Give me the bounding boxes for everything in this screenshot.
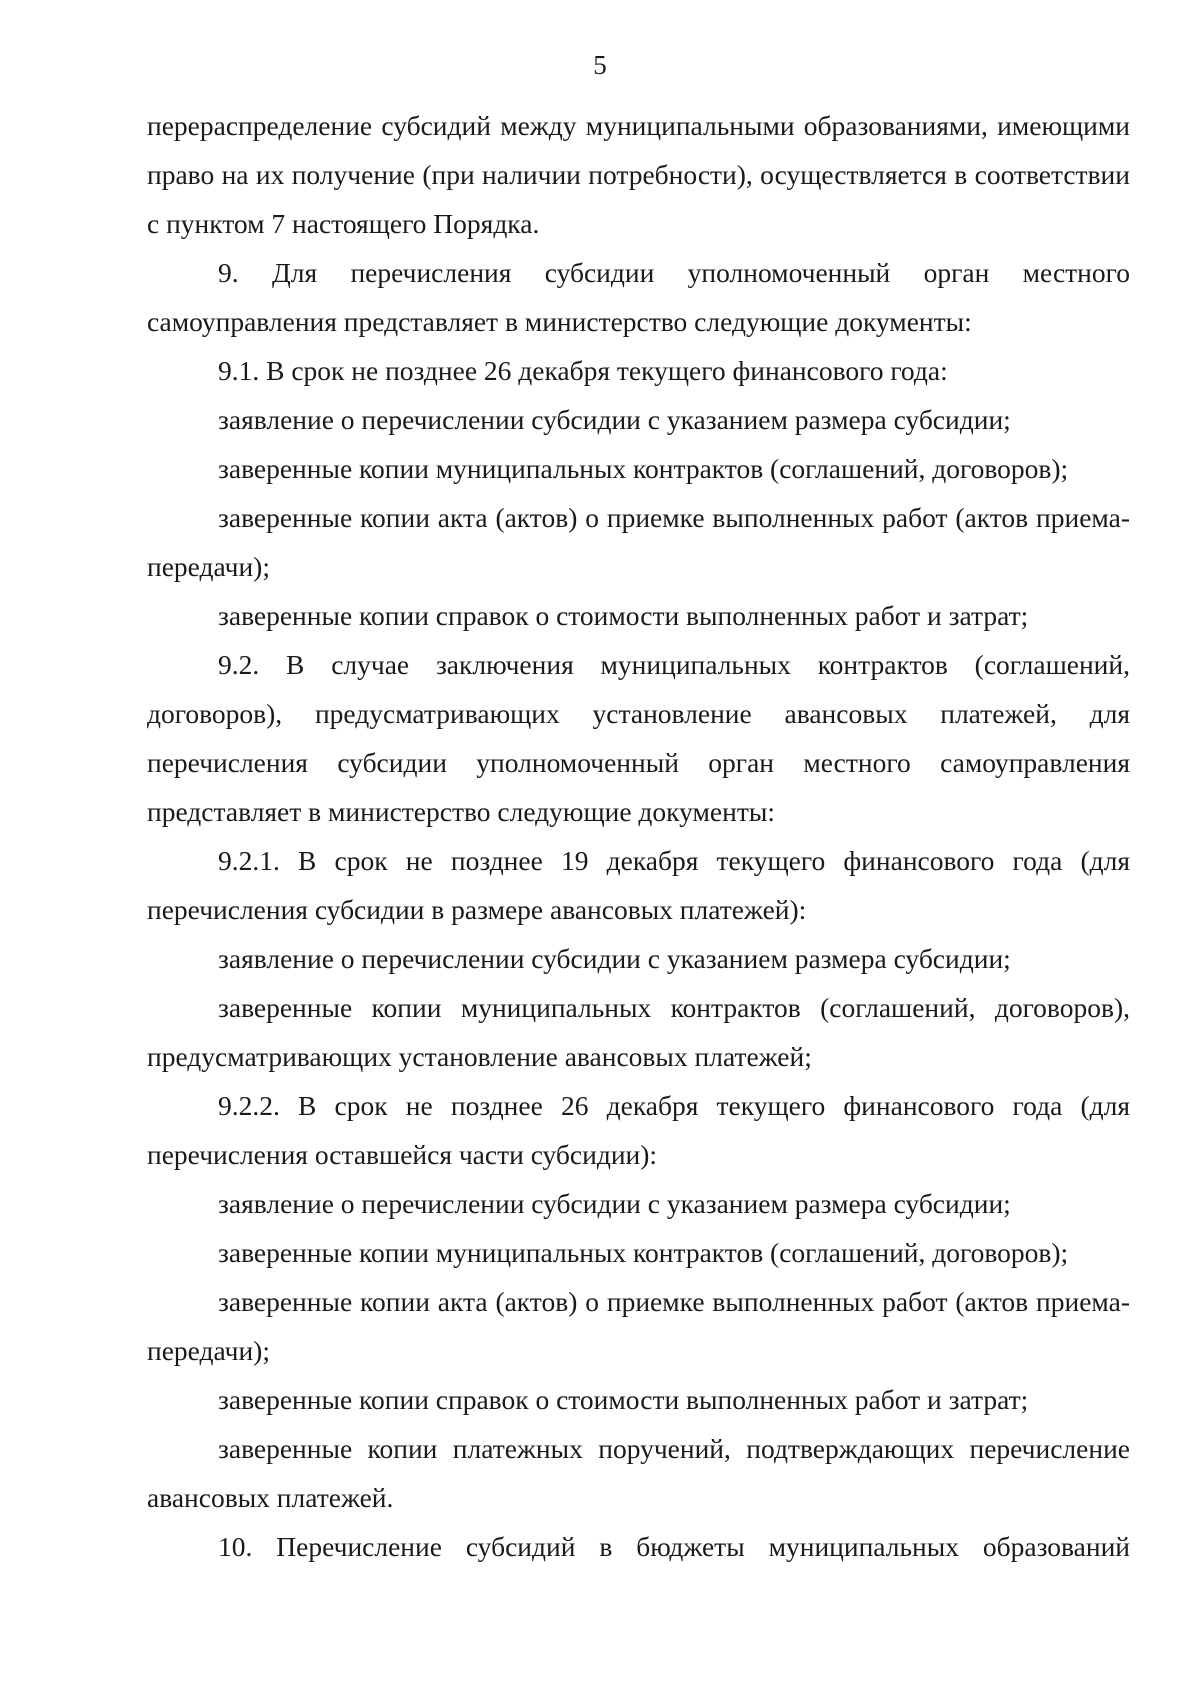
paragraph-item-9-2-2: 9.2.2. В срок не позднее 26 декабря текущего финансового года (для перечисления оставшейся части субсидии):: [147, 1090, 1130, 1170]
paragraph-item-9: 9. Для перечисления субсидии уполномоченный орган местного самоуправления представляет в министерство следующие документы:: [147, 257, 1130, 337]
paragraph-continuation: перераспределение субсидий между муниципальными образованиями, имеющими право на их получение (при наличии потребности), осуществляется в соответствии с пунктом 7 настоящего Порядка.: [147, 110, 1130, 239]
paragraph-list-entry: заявление о перечислении субсидии с указанием размера субсидии;: [218, 404, 1011, 435]
paragraph-list-entry: заявление о перечислении субсидии с указанием размера субсидии;: [218, 943, 1011, 974]
paragraph-list-entry: заверенные копии акта (актов) о приемке выполненных работ (актов приема-передачи);: [147, 502, 1130, 582]
paragraph-item-9-2-1: 9.2.1. В срок не позднее 19 декабря текущего финансового года (для перечисления субсидии в размере авансовых платежей):: [147, 845, 1130, 925]
paragraph-list-entry: заверенные копии муниципальных контрактов (соглашений, договоров);: [218, 453, 1069, 484]
paragraph-item-9-1: 9.1. В срок не позднее 26 декабря текущего финансового года:: [218, 355, 948, 386]
paragraph-list-entry: заверенные копии справок о стоимости выполненных работ и затрат;: [218, 600, 1029, 631]
document-body: [147, 101, 1130, 1571]
page-number: 5: [593, 50, 607, 80]
paragraph-list-entry: заверенные копии справок о стоимости выполненных работ и затрат;: [218, 1384, 1029, 1415]
paragraph-list-entry: заверенные копии акта (актов) о приемке выполненных работ (актов приема-передачи);: [147, 1286, 1130, 1366]
paragraph-list-entry: заявление о перечислении субсидии с указанием размера субсидии;: [218, 1188, 1011, 1219]
paragraph-list-entry: заверенные копии платежных поручений, подтверждающих перечисление авансовых платежей.: [147, 1433, 1130, 1513]
paragraph-list-entry: заверенные копии муниципальных контрактов (соглашений, договоров);: [218, 1237, 1069, 1268]
paragraph-list-entry: заверенные копии муниципальных контрактов (соглашений, договоров), предусматривающих установление авансовых платежей;: [147, 992, 1130, 1072]
paragraph-item-9-2: 9.2. В случае заключения муниципальных контрактов (соглашений, договоров), предусматривающих установление авансовых платежей, для перечисления субсидии уполномоченный орган местного самоуправления представляет в министерство следующие документы:: [147, 649, 1130, 827]
paragraph-item-10: 10. Перечисление субсидий в бюджеты муниципальных образований: [218, 1531, 1130, 1562]
